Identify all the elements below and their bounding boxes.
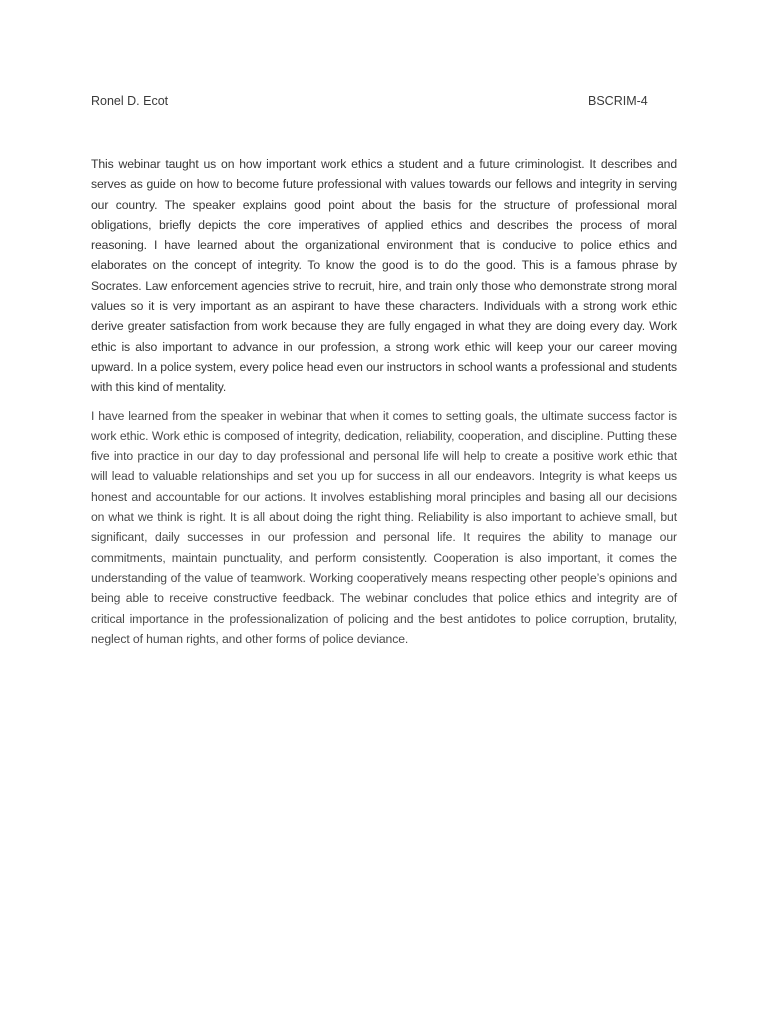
author-name: Ronel D. Ecot [91,94,169,108]
course-code: BSCRIM-4 [588,94,648,108]
paragraph-2: I have learned from the speaker in webinar that when it comes to setting goals, the ultimate success factor is work ethic. Work ethic is composed of integrity, dedication, reliability, cooperation, and discipline. Putting these five into practice in our day to day professional and personal life will help to create a positive work ethic that will lead to valuable relationships and set you up for success in all our endeavors. Integrity is what keeps us honest and accountable for our actions. It involves establishing moral principles and basing all our decisions on what we think is right. It is all about doing the right thing. Reliability is also important to achieve small, but significant, daily successes in our profession and personal life. It requires the ability to manage our commitments, maintain punctuality, and perform consistently. Cooperation is also important, it comes the understanding of the value of teamwork. Working cooperatively means respecting other people’s opinions and being able to receive constructive feedback. The webinar concludes that police ethics and integrity are of critical importance in the professionalization of policing and the best antidotes to police corruption, brutality, neglect of human rights, and other forms of police deviance. [91,408,677,646]
paragraph-1: This webinar taught us on how important work ethics a student and a future criminologist. It describes and serves as guide on how to become future professional with values towards our fellows and integrity in serving our country. The speaker explains good point about the basis for the structure of professional moral obligations, briefly depicts the core imperatives of applied ethics and describes the process of moral reasoning. I have learned about the organizational environment that is conducive to police ethics and elaborates on the concept of integrity. To know the good is to do the good. This is a famous phrase by Socrates. Law enforcement agencies strive to recruit, hire, and train only those who demonstrate strong moral values so it is very important as an aspirant to have these characters. Individuals with a strong work ethic derive greater satisfaction from work because they are fully engaged in what they are doing every day. Work ethic is also important to advance in our profession, a strong work ethic will keep your our career moving upward. In a police system, every police head even our instructors in school wants a professional and students with this kind of mentality. [91,157,677,395]
document-body [91,154,677,657]
document-header [91,94,677,112]
